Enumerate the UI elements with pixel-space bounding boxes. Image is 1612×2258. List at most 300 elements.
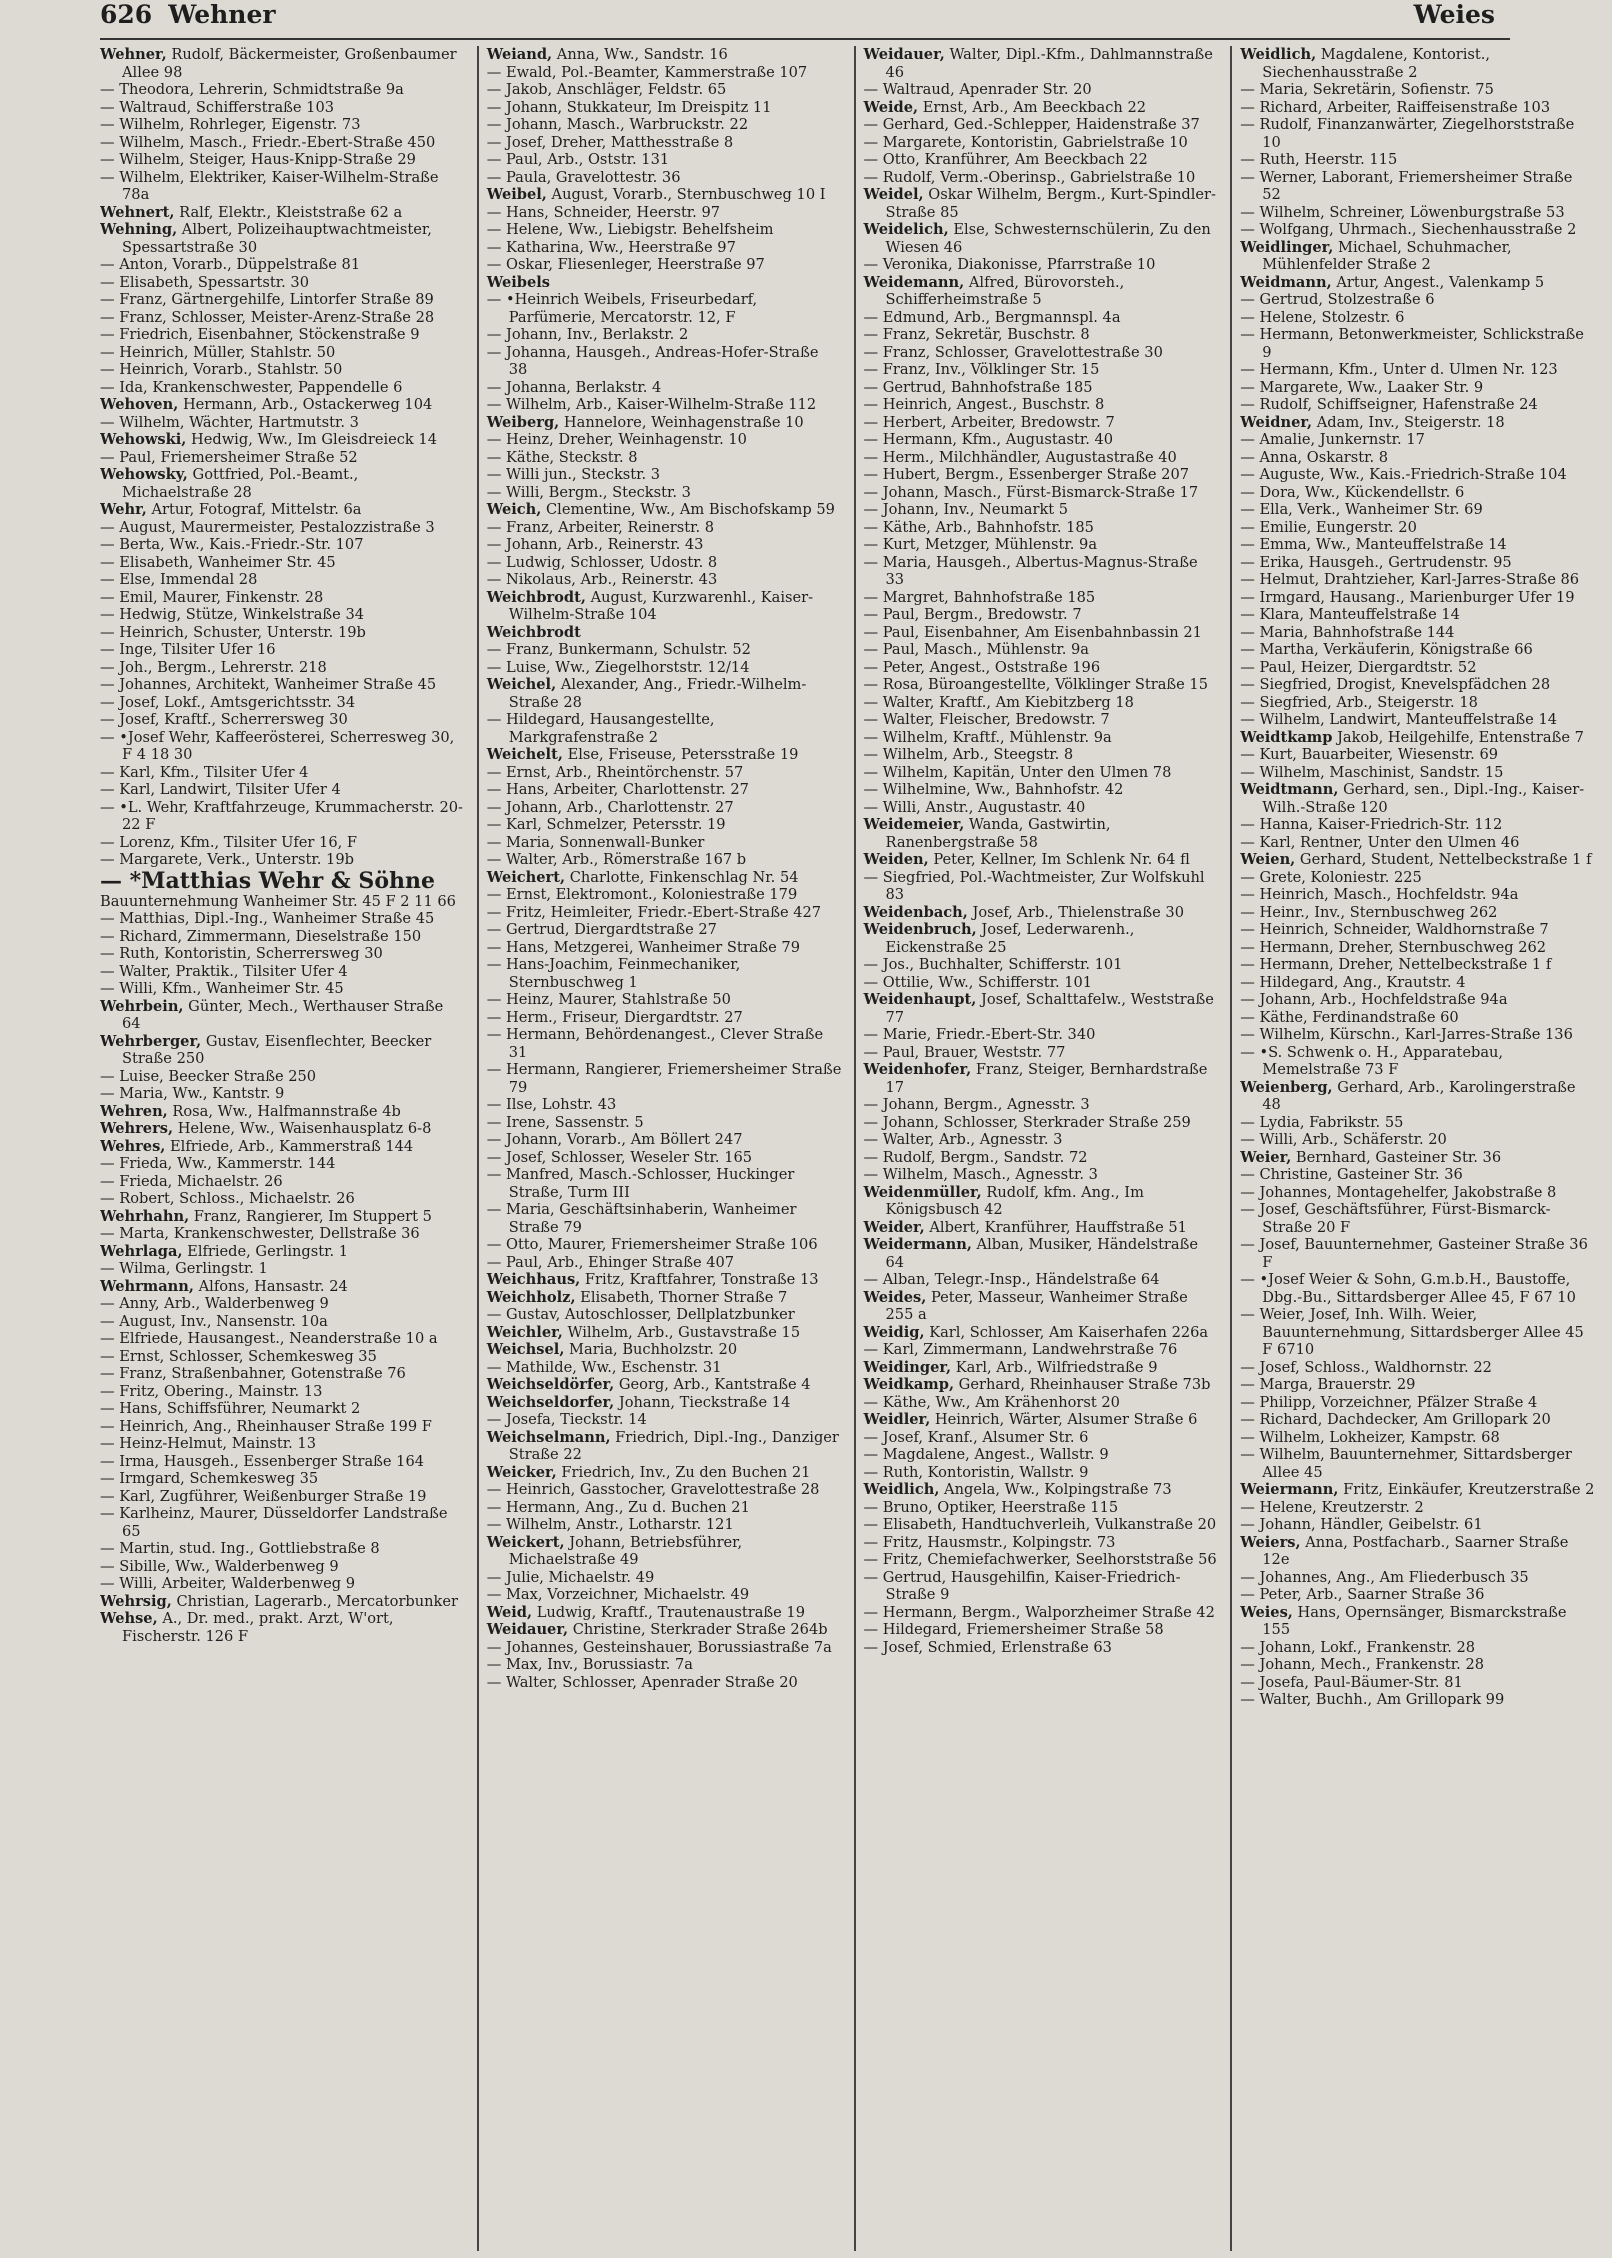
directory-entry <box>487 1656 842 1674</box>
directory-entry <box>487 1359 842 1377</box>
directory-entry <box>100 99 465 117</box>
entry-text: — August, Inv., Nansenstr. 10a <box>100 1312 328 1330</box>
directory-entry <box>864 554 1219 589</box>
entry-text: — Hermann, Bergm., Walporzheimer Straße 42 <box>863 1603 1215 1621</box>
surname: Weidlinger, <box>1240 238 1334 256</box>
entry-text: Albert, Kranführer, Hauffstraße 51 <box>929 1218 1187 1236</box>
directory-entry <box>864 309 1219 327</box>
entry-text: Christine, Sterkrader Straße 264b <box>572 1621 828 1638</box>
entry-text: — Martha, Verkäuferin, Königstraße 66 <box>1240 641 1533 658</box>
surname-entry <box>864 904 1219 922</box>
directory-entry <box>1240 204 1595 222</box>
surname: Weickert, <box>486 1533 565 1551</box>
directory-entry <box>100 1225 465 1243</box>
entry-text: — Käthe, Ww., Am Krähenhorst 20 <box>863 1393 1120 1411</box>
entry-text: — Margarete, Kontoristin, Gabrielstraße 10 <box>863 133 1188 151</box>
directory-entry <box>864 1499 1219 1517</box>
directory-entry <box>1240 991 1595 1009</box>
directory-entry <box>864 1341 1219 1359</box>
surname: Weichseldörfer, <box>486 1376 615 1393</box>
entry-text: — Ernst, Elektromont., Koloniestraße 179 <box>486 886 798 903</box>
entry-text: — Martin, stud. Ing., Gottliebstraße 8 <box>100 1540 380 1557</box>
directory-entry <box>864 169 1219 187</box>
entry-text: Friedrich, Inv., Zu den Buchen 21 <box>561 1463 811 1481</box>
directory-entry <box>100 729 465 764</box>
directory-entry <box>100 781 465 799</box>
entry-text: — Ewald, Pol.-Beamter, Kammerstraße 107 <box>486 63 808 81</box>
entry-text: — Karl, Landwirt, Tilsiter Ufer 4 <box>100 781 341 798</box>
surname-entry <box>1240 1481 1595 1499</box>
entry-text: — Josef, Kraftf., Scherrersweg 30 <box>100 711 348 728</box>
entry-text: — Heinz, Dreher, Weinhagenstr. 10 <box>486 431 747 448</box>
directory-entry <box>487 886 842 904</box>
entry-text: — Wilhelm, Bauunternehmer, Sittardsberger Allee 45 <box>1240 1446 1572 1481</box>
directory-entry <box>1240 379 1595 397</box>
entry-text: — Gerhard, Ged.-Schlepper, Haidenstraße 37 <box>863 116 1200 133</box>
entry-text: — Marie, Friedr.-Ebert-Str. 340 <box>863 1026 1096 1043</box>
entry-text: Heinrich, Wärter, Alsumer Straße 6 <box>934 1411 1198 1428</box>
entry-text: — Johann, Lokf., Frankenstr. 28 <box>1240 1638 1476 1656</box>
entry-text: — Lorenz, Kfm., Tilsiter Ufer 16, F <box>100 833 358 851</box>
directory-entry <box>487 466 842 484</box>
entry-text: — Grete, Koloniestr. 225 <box>1240 868 1422 886</box>
entry-text: — Maria, Sekretärin, Sofienstr. 75 <box>1240 81 1494 98</box>
directory-entry <box>1240 1639 1595 1657</box>
directory-entry <box>487 816 842 834</box>
directory-entry <box>1240 1359 1595 1377</box>
surname: Weidelich, <box>863 221 949 238</box>
page-header <box>100 0 1495 40</box>
directory-entry <box>100 361 465 379</box>
entry-text: — Friedrich, Eisenbahner, Stöckenstraße 9 <box>100 326 420 343</box>
directory-entry <box>864 1464 1219 1482</box>
directory-entry <box>100 1453 465 1471</box>
entry-text: — Lydia, Fabrikstr. 55 <box>1240 1113 1404 1131</box>
surname: Weider, <box>863 1218 925 1236</box>
directory-entry <box>487 991 842 1009</box>
directory-entry <box>864 361 1219 379</box>
surname-entry <box>487 1376 842 1394</box>
entry-text: — Hermann, Dreher, Sternbuschweg 262 <box>1240 938 1547 956</box>
directory-entry <box>487 1586 842 1604</box>
directory-entry <box>100 963 465 981</box>
directory-entry <box>100 1348 465 1366</box>
entry-text: — Waltraud, Apenrader Str. 20 <box>863 81 1092 98</box>
entry-text: — Willi, Arbeiter, Walderbenweg 9 <box>100 1575 356 1592</box>
surname-entry <box>487 676 842 711</box>
directory-entry <box>100 536 465 554</box>
directory-entry <box>487 939 842 957</box>
entry-text: August, Kurzwarenhl., Kaiser-Wilhelm-Straße 104 <box>508 588 814 623</box>
surname-entry <box>487 186 842 204</box>
surname-entry <box>100 466 465 501</box>
directory-entry <box>864 466 1219 484</box>
directory-entry <box>487 571 842 589</box>
surname-entry <box>1240 1149 1595 1167</box>
entry-text: Angela, Ww., Kolpingstraße 73 <box>944 1481 1172 1498</box>
entry-text: — Johann, Bergm., Agnesstr. 3 <box>863 1096 1090 1113</box>
entry-text: — Irma, Hausgeh., Essenberger Straße 164 <box>100 1452 425 1470</box>
directory-entry <box>487 1411 842 1429</box>
directory-entry <box>864 1166 1219 1184</box>
directory-entry <box>100 624 465 642</box>
directory-entry <box>1240 1306 1595 1359</box>
entry-text: Alfons, Hansastr. 24 <box>198 1277 348 1295</box>
directory-entry <box>487 1009 842 1027</box>
directory-entry <box>864 151 1219 169</box>
directory-entry <box>487 1254 842 1272</box>
entry-text: — Rosa, Büroangestellte, Völklinger Straße 15 <box>863 676 1208 693</box>
surname-entry <box>487 1464 842 1482</box>
directory-entry <box>100 1470 465 1488</box>
surname: Wehrhahn, <box>100 1207 190 1225</box>
first-entry-name: Wehner <box>168 0 276 29</box>
surname: Wehrmann, <box>100 1277 194 1295</box>
entry-text: — Marta, Krankenschwester, Dellstraße 36 <box>100 1225 420 1242</box>
surname: Wehnert, <box>100 203 175 221</box>
entry-text: — Heinrich, Schuster, Unterstr. 19b <box>100 623 366 641</box>
directory-entry <box>100 1575 465 1593</box>
entry-text: — Anna, Oskarstr. 8 <box>1240 448 1389 466</box>
entry-text: Wanda, Gastwirtin, Ranenbergstraße 58 <box>885 816 1111 851</box>
directory-entry <box>100 1558 465 1576</box>
directory-entry <box>100 1418 465 1436</box>
entry-text: Alban, Musiker, Händelstraße 64 <box>885 1236 1198 1271</box>
entry-text: — Heinz, Maurer, Stahlstraße 50 <box>486 991 731 1008</box>
entry-text: Josef, Schalttafelw., Weststraße 77 <box>885 991 1214 1026</box>
surname-entry <box>864 816 1219 851</box>
surname: Weichbrodt, <box>486 588 586 606</box>
entry-text: — Hildegard, Ang., Krautstr. 4 <box>1240 973 1466 991</box>
entry-text: — Josef, Dreher, Matthesstraße 8 <box>486 133 734 151</box>
surname: Weides, <box>863 1288 927 1306</box>
directory-entry <box>100 910 465 928</box>
entry-text: — Josef, Schlosser, Weseler Str. 165 <box>486 1148 753 1166</box>
entry-text: — Josefa, Tieckstr. 14 <box>486 1411 647 1428</box>
directory-entry <box>1240 694 1595 712</box>
entry-text: — Hildegard, Hausangestellte, Markgrafenstraße 2 <box>486 711 715 746</box>
directory-entry <box>487 764 842 782</box>
directory-entry <box>864 81 1219 99</box>
entry-text: Gerhard, Arb., Karolingerstraße 48 <box>1262 1078 1576 1113</box>
surname: Weidermann, <box>863 1236 972 1253</box>
directory-entry <box>864 116 1219 134</box>
surname: Weidauer, <box>863 46 945 63</box>
entry-text: — Joh., Bergm., Lehrerstr. 218 <box>100 658 327 676</box>
directory-entry <box>864 536 1219 554</box>
surname-entry <box>864 991 1219 1026</box>
entry-text: — Wilhelm, Masch., Agnesstr. 3 <box>863 1166 1098 1183</box>
entry-text: — Paul, Arb., Oststr. 131 <box>486 151 670 168</box>
directory-entry <box>1240 1376 1595 1394</box>
directory-entry <box>100 1540 465 1558</box>
entry-text: — Gertrud, Stolzestraße 6 <box>1240 291 1435 308</box>
entry-text: — Wilhelm, Landwirt, Manteuffelstraße 14 <box>1240 711 1558 728</box>
surname: Weicker, <box>486 1463 557 1481</box>
entry-text: — Rudolf, Verm.-Oberinsp., Gabrielstraße 10 <box>863 168 1196 186</box>
entry-text: — Wilhelm, Elektriker, Kaiser-Wilhelm-Straße 78a <box>100 168 439 203</box>
directory-entry <box>1240 1166 1595 1184</box>
surname: Wehowski, <box>100 431 187 448</box>
directory-entry <box>100 1365 465 1383</box>
entry-text: Gottfried, Pol.-Beamt., Michaelstraße 28 <box>122 466 359 501</box>
entry-text: — Rudolf, Schiffseigner, Hafenstraße 24 <box>1240 396 1538 413</box>
entry-text: Elfriede, Gerlingstr. 1 <box>187 1242 349 1260</box>
surname-entry <box>1240 851 1595 869</box>
entry-text: — Franz, Schlosser, Meister-Arenz-Straße 28 <box>100 308 435 326</box>
entry-text: — Luise, Ww., Ziegelhorststr. 12/14 <box>486 658 750 676</box>
entry-text: — Mathilde, Ww., Eschenstr. 31 <box>486 1358 722 1376</box>
entry-text: — Erika, Hausgeh., Gertrudenstr. 95 <box>1240 553 1512 571</box>
surname-entry <box>100 1103 465 1121</box>
directory-entry <box>864 414 1219 432</box>
entry-text: — Klara, Manteuffelstraße 14 <box>1240 606 1460 623</box>
surname-entry <box>100 1138 465 1156</box>
entry-text: — Karl, Schmelzer, Petersstr. 19 <box>486 816 726 833</box>
directory-entry <box>100 449 465 467</box>
surname-entry <box>864 1359 1219 1377</box>
entry-text: — Wilhelm, Kraftf., Mühlenstr. 9a <box>863 728 1112 746</box>
directory-entry <box>1240 1044 1595 1079</box>
directory-entry <box>487 169 842 187</box>
surname-heading: Weibels <box>486 273 551 291</box>
entry-text: — Johann, Schlosser, Sterkrader Straße 259 <box>863 1113 1191 1131</box>
entry-text: — Walter, Arb., Römerstraße 167 b <box>486 851 747 868</box>
entry-text: — Magdalene, Angest., Wallstr. 9 <box>863 1446 1109 1463</box>
directory-entry <box>100 980 465 998</box>
directory-entry <box>864 676 1219 694</box>
directory-entry <box>1240 1691 1595 1709</box>
entry-text: — Herm., Friseur, Diergardtstr. 27 <box>486 1008 743 1026</box>
directory-entry <box>100 1435 465 1453</box>
directory-entry <box>1240 1009 1595 1027</box>
entry-text: — Katharina, Ww., Heerstraße 97 <box>486 238 736 256</box>
entry-text: — Peter, Angest., Oststraße 196 <box>863 658 1101 676</box>
entry-text: — Max, Inv., Borussiastr. 7a <box>486 1656 693 1673</box>
entry-text: — Elisabeth, Handtuchverleih, Vulkanstraße 20 <box>863 1516 1217 1533</box>
directory-entry <box>1240 1026 1595 1044</box>
entry-text: — Käthe, Ferdinandstraße 60 <box>1240 1008 1459 1026</box>
directory-entry <box>1240 449 1595 467</box>
directory-entry <box>487 641 842 659</box>
entry-text: Jakob, Heilgehilfe, Entenstraße 7 <box>1337 728 1584 746</box>
directory-entry <box>1240 1446 1595 1481</box>
directory-entry <box>864 781 1219 799</box>
directory-entry <box>1240 939 1595 957</box>
entry-text: — Oskar, Fliesenleger, Heerstraße 97 <box>486 256 765 273</box>
entry-text: — Wilhelm, Kapitän, Unter den Ulmen 78 <box>863 763 1172 781</box>
entry-text: — Irmgard, Hausang., Marienburger Ufer 19 <box>1240 588 1575 606</box>
entry-text: — Wilhelmine, Ww., Bahnhofstr. 42 <box>863 781 1124 798</box>
entry-text: — Franz, Sekretär, Buschstr. 8 <box>863 326 1090 343</box>
directory-entry <box>100 676 465 694</box>
entry-text: Else, Friseuse, Petersstraße 19 <box>567 746 799 763</box>
directory-columns <box>100 46 1595 2251</box>
directory-entry <box>864 484 1219 502</box>
directory-entry <box>1240 1394 1595 1412</box>
entry-text: — •Josef Wehr, Kaffeerösterei, Scherresweg 30, F 4 18 30 <box>100 728 455 763</box>
entry-text: — Willi, Anstr., Augustastr. 40 <box>863 798 1086 816</box>
entry-text: — Ruth, Kontoristin, Scherrersweg 30 <box>100 945 383 962</box>
entry-text: — Wilhelm, Arb., Steegstr. 8 <box>863 746 1074 763</box>
entry-text: Hedwig, Ww., Im Gleisdreieck 14 <box>190 431 437 448</box>
surname-entry <box>1240 729 1595 747</box>
entry-text: — Gertrud, Hausgehilfin, Kaiser-Friedrich-Straße 9 <box>863 1568 1181 1603</box>
surname: Weiand, <box>486 46 553 63</box>
directory-entry <box>100 379 465 397</box>
directory-entry <box>1240 396 1595 414</box>
directory-entry <box>487 554 842 572</box>
directory-entry <box>1240 309 1595 327</box>
directory-entry <box>1240 886 1595 904</box>
entry-text: — Paul, Arb., Ehinger Straße 407 <box>486 1253 735 1271</box>
surname-entry <box>487 1324 842 1342</box>
directory-entry <box>864 1429 1219 1447</box>
entry-text: — Nikolaus, Arb., Reinerstr. 43 <box>486 571 718 588</box>
surname: Weiers, <box>1240 1533 1301 1551</box>
entry-text: — Bruno, Optiker, Heerstraße 115 <box>863 1498 1119 1516</box>
directory-entry <box>100 291 465 309</box>
entry-text: — Frieda, Michaelstr. 26 <box>100 1172 283 1190</box>
entry-text: Hermann, Arb., Ostackerweg 104 <box>182 396 433 413</box>
entry-text: Ralf, Elektr., Kleiststraße 62 a <box>179 203 403 221</box>
surname: Weiberg, <box>486 413 560 431</box>
surname: Weichholz, <box>486 1288 576 1306</box>
entry-text: — Heinrich, Ang., Rheinhauser Straße 199 F <box>100 1417 432 1435</box>
surname: Weidemeier, <box>863 816 965 833</box>
entry-text: — Margret, Bahnhofstraße 185 <box>863 588 1096 606</box>
entry-text: — Johann, Inv., Neumarkt 5 <box>863 501 1069 518</box>
surname: Weichselmann, <box>486 1428 611 1446</box>
directory-entry <box>487 204 842 222</box>
entry-text: — Luise, Beecker Straße 250 <box>100 1067 317 1085</box>
entry-text: Artur, Fotograf, Mittelstr. 6a <box>151 501 362 518</box>
surname: Weidlich, <box>1240 46 1317 63</box>
entry-text: Albert, Polizeihauptwachtmeister, Spessartstraße 30 <box>122 221 432 256</box>
surname-entry <box>864 921 1219 956</box>
directory-entry <box>864 1131 1219 1149</box>
entry-text: — Walter, Schlosser, Apenrader Straße 20 <box>486 1673 798 1691</box>
entry-text: — Josef, Lokf., Amtsgerichtsstr. 34 <box>100 693 356 711</box>
surname-entry <box>487 589 842 624</box>
directory-entry <box>1240 834 1595 852</box>
entry-text: — Paul, Friemersheimer Straße 52 <box>100 448 358 466</box>
directory-entry <box>100 151 465 169</box>
surname: Weiden, <box>863 851 929 868</box>
entry-text: — Elisabeth, Wanheimer Str. 45 <box>100 553 336 571</box>
entry-text: Gerhard, Student, Nettelbeckstraße 1 f <box>1299 851 1592 868</box>
entry-text: — Paul, Bergm., Bredowstr. 7 <box>863 606 1082 623</box>
entry-text: Gustav, Eisenflechter, Beecker Straße 250 <box>122 1032 432 1067</box>
surname: Wehrsig, <box>100 1592 172 1610</box>
entry-text: Peter, Kellner, Im Schlenk Nr. 64 fl <box>933 851 1190 868</box>
directory-entry <box>864 1149 1219 1167</box>
directory-entry <box>100 554 465 572</box>
entry-text: — Heinrich, Angest., Buschstr. 8 <box>863 396 1105 413</box>
entry-text: — Irmgard, Schemkesweg 35 <box>100 1470 319 1487</box>
entry-text: Alfred, Bürovorsteh., Schifferheimstraße 5 <box>885 273 1125 308</box>
directory-entry <box>864 1096 1219 1114</box>
surname-entry <box>864 1376 1219 1394</box>
directory-entry <box>100 659 465 677</box>
directory-entry <box>100 1295 465 1313</box>
entry-text: Josef, Arb., Thielenstraße 30 <box>972 903 1184 921</box>
directory-entry <box>487 519 842 537</box>
entry-text: — Emma, Ww., Manteuffelstraße 14 <box>1240 536 1507 553</box>
surname: Weidig, <box>863 1323 925 1341</box>
surname: Weidtmann, <box>1240 781 1339 798</box>
entry-text: — Wilhelm, Anstr., Lotharstr. 121 <box>486 1516 734 1533</box>
surname: Weidemann, <box>863 273 965 291</box>
entry-text: Hans, Opernsänger, Bismarckstraße 155 <box>1262 1603 1567 1638</box>
directory-entry <box>864 1271 1219 1289</box>
entry-text: — Ruth, Heerstr. 115 <box>1240 151 1398 168</box>
entry-text: — Helmut, Drahtzieher, Karl-Jarres-Straße 86 <box>1240 571 1580 588</box>
surname-entry <box>487 1289 842 1307</box>
entry-text: — Dora, Ww., Kückendellstr. 6 <box>1240 483 1465 501</box>
entry-text: Gerhard, Rheinhauser Straße 73b <box>958 1376 1211 1393</box>
directory-entry <box>864 974 1219 992</box>
directory-entry <box>864 1516 1219 1534</box>
entry-text: — Karlheinz, Maurer, Düsseldorfer Landstraße 65 <box>100 1505 448 1540</box>
directory-entry <box>1240 116 1595 151</box>
entry-text: Franz, Steiger, Bernhardstraße 17 <box>885 1061 1208 1096</box>
entry-text: — Maria, Geschäftsinhaberin, Wanheimer Straße 79 <box>486 1201 797 1236</box>
entry-text: August, Vorarb., Sternbuschweg 10 I <box>551 186 826 203</box>
entry-text: — Hubert, Bergm., Essenberger Straße 207 <box>863 466 1190 483</box>
entry-text: Georg, Arb., Kantstraße 4 <box>618 1376 811 1393</box>
surname-entry <box>100 1243 465 1261</box>
entry-text: — Siegfried, Drogist, Knevelspfädchen 28 <box>1240 676 1551 693</box>
entry-text: — Hanna, Kaiser-Friedrich-Str. 112 <box>1240 816 1503 833</box>
surname: Wehowsky, <box>100 466 188 483</box>
surname-entry <box>487 1534 842 1569</box>
entry-text: — Walter, Praktik., Tilsiter Ufer 4 <box>100 962 348 980</box>
entry-text: — Kurt, Bauarbeiter, Wiesenstr. 69 <box>1240 746 1499 763</box>
entry-text: — Hermann, Kfm., Unter d. Ulmen Nr. 123 <box>1240 361 1558 378</box>
directory-entry <box>100 134 465 152</box>
surname-entry <box>1240 274 1595 292</box>
directory-entry <box>1240 169 1595 204</box>
entry-text: — Wolfgang, Uhrmach., Siechenhausstraße 2 <box>1240 221 1577 238</box>
entry-text: Peter, Masseur, Wanheimer Straße 255 a <box>885 1288 1188 1323</box>
entry-text: — Walter, Kraftf., Am Kiebitzberg 18 <box>863 693 1134 711</box>
entry-text: — Kurt, Metzger, Mühlenstr. 9a <box>863 536 1098 553</box>
entry-text: — Wilhelm, Masch., Friedr.-Ebert-Straße 450 <box>100 133 436 151</box>
entry-text: — Fritz, Heimleiter, Friedr.-Ebert-Straße 427 <box>486 903 822 921</box>
entry-text: — Johann, Masch., Fürst-Bismarck-Straße 17 <box>863 483 1199 501</box>
directory-entry <box>487 1131 842 1149</box>
directory-entry <box>487 1481 842 1499</box>
entry-text: — Wilhelm, Lokheizer, Kampstr. 68 <box>1240 1428 1500 1446</box>
surname: Weidkamp, <box>863 1376 955 1393</box>
entry-text: — Ottilie, Ww., Schifferstr. 101 <box>863 973 1093 991</box>
entry-text: — Matthias, Dipl.-Ing., Wanheimer Straße 45 <box>100 910 435 927</box>
entry-text: — Wilhelm, Kürschn., Karl-Jarres-Straße 136 <box>1240 1026 1573 1043</box>
entry-text: Rosa, Ww., Halfmannstraße 4b <box>172 1102 401 1120</box>
directory-entry <box>864 1569 1219 1604</box>
entry-text: — Käthe, Steckstr. 8 <box>486 448 638 466</box>
directory-entry <box>864 729 1219 747</box>
directory-entry <box>487 1639 842 1657</box>
entry-text: — Paul, Masch., Mühlenstr. 9a <box>863 641 1089 658</box>
entry-text: — Josef, Geschäftsführer, Fürst-Bismarck-Straße 20 F <box>1240 1201 1551 1236</box>
surname-heading: Weichbrodt <box>486 623 581 641</box>
entry-text: — Karl, Zugführer, Weißenburger Straße 19 <box>100 1487 427 1505</box>
directory-entry <box>487 396 842 414</box>
directory-entry <box>487 1114 842 1132</box>
directory-entry <box>864 326 1219 344</box>
